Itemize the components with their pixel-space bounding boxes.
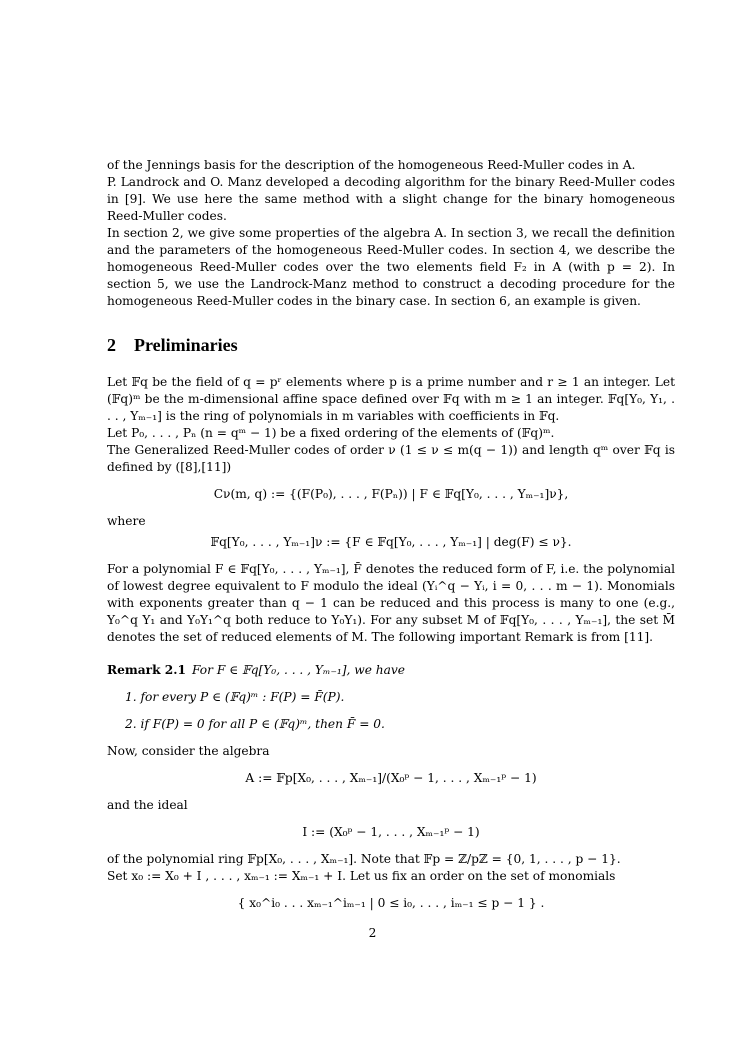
remark-text: For F ∈ 𝔽q[Y₀, . . . , Yₘ₋₁], we have [192,663,406,677]
body-paragraph-3: The Generalized Reed-Muller codes of order ν (1 ≤ ν ≤ m(q − 1)) and length qᵐ over 𝔽q is defined by ([8],[11]) [107,443,675,474]
equation-degree-space: 𝔽q[Y₀, . . . , Yₘ₋₁]ν := {F ∈ 𝔽q[Y₀, . . . , Yₘ₋₁] | deg(F) ≤ ν}. [210,535,572,549]
equation-generalized-rm: Cν(m, q) := {(F(P₀), . . . , F(Pₙ)) | F ∈ 𝔽q[Y₀, . . . , Yₘ₋₁]ν}, [213,487,569,501]
page-content [107,157,675,922]
remark-item-2: 2. if F(P) = 0 for all P ∈ (𝔽q)ᵐ, then F̄ = 0. [125,717,385,731]
section-heading [107,334,675,356]
remark-block [107,662,675,733]
equation-algebra-a: A := 𝔽p[X₀, . . . , Xₘ₋₁]/(X₀ᵖ − 1, . . . , Xₘ₋₁ᵖ − 1) [245,771,537,785]
section-number: 2 [107,335,116,355]
intro-paragraph-3: In section 2, we give some properties of the algebra A. In section 3, we recall the definition and the parameters of the homogeneous Reed-Muller codes. In section 4, we describe the homogeneous Reed-Muller codes over the two elements field F₂ in A (with p = 2). In section 5, we use the Landrock-Manz method to construct a decoding procedure for the homogeneous Reed-Muller codes in the binary case. In section 6, an example is given. [107,226,675,308]
equation-monomials: { x₀^i₀ . . . xₘ₋₁^iₘ₋₁ | 0 ≤ i₀, . . . , iₘ₋₁ ≤ p − 1 } . [237,896,545,910]
body-paragraph-reduced: For a polynomial F ∈ 𝔽q[Y₀, . . . , Yₘ₋₁], F̄ denotes the reduced form of F, i.e. the polynomial of lowest degree equivalent to F modulo the ideal (Yᵢ^q − Yᵢ, i = 0, . . . m − 1). Monomials with exponents greater than q − 1 can be reduced and this process is many to one (e.g., Y₀^q Y₁ and Y₀Y₁^q both reduce to Y₀Y₁). For any subset M of 𝔽q[Y₀, . . . , Yₘ₋₁], the set M̄ denotes the set of reduced elements of M. The following important Remark is from [11]. [107,562,675,644]
body-paragraph-2: Let P₀, . . . , Pₙ (n = qᵐ − 1) be a fixed ordering of the elements of (𝔽q)ᵐ. [107,426,555,440]
body-paragraph-order: Set x₀ := X₀ + I , . . . , xₘ₋₁ := Xₘ₋₁ + I. Let us fix an order on the set of monomials [107,869,616,883]
remark-item-1: 1. for every P ∈ (𝔽q)ᵐ : F(P) = F̄(P). [125,690,345,704]
body-paragraph-algebra: Now, consider the algebra [107,744,270,758]
section-title: Preliminaries [134,335,238,355]
body-paragraph-1: Let 𝔽q be the field of q = pʳ elements where p is a prime number and r ≥ 1 an integer. Let (𝔽q)ᵐ be the m-dimensional affine space defined over 𝔽q with m ≥ 1 an integer. 𝔽q[Y₀, Y₁, . . . , Yₘ₋₁] is the ring of polynomials in m variables with coefficients in 𝔽q. [107,375,675,423]
remark-label: Remark 2.1 [107,663,186,677]
equation-ideal-i: I := (X₀ᵖ − 1, . . . , Xₘ₋₁ᵖ − 1) [302,825,480,839]
body-paragraph-ideal: and the ideal [107,798,188,812]
where-label: where [107,514,146,528]
page-number: 2 [368,926,377,940]
body-paragraph-ring: of the polynomial ring 𝔽p[X₀, . . . , Xₘ₋₁]. Note that 𝔽p = ℤ/pℤ = {0, 1, . . . , p − 1}. [107,852,621,866]
intro-paragraph-2: P. Landrock and O. Manz developed a decoding algorithm for the binary Reed-Muller codes in [9]. We use here the same method with a slight change for the binary homogeneous Reed-Muller codes. [107,175,675,223]
remark-list [125,689,675,733]
intro-paragraph-1: of the Jennings basis for the description of the homogeneous Reed-Muller codes in A. [107,158,636,172]
